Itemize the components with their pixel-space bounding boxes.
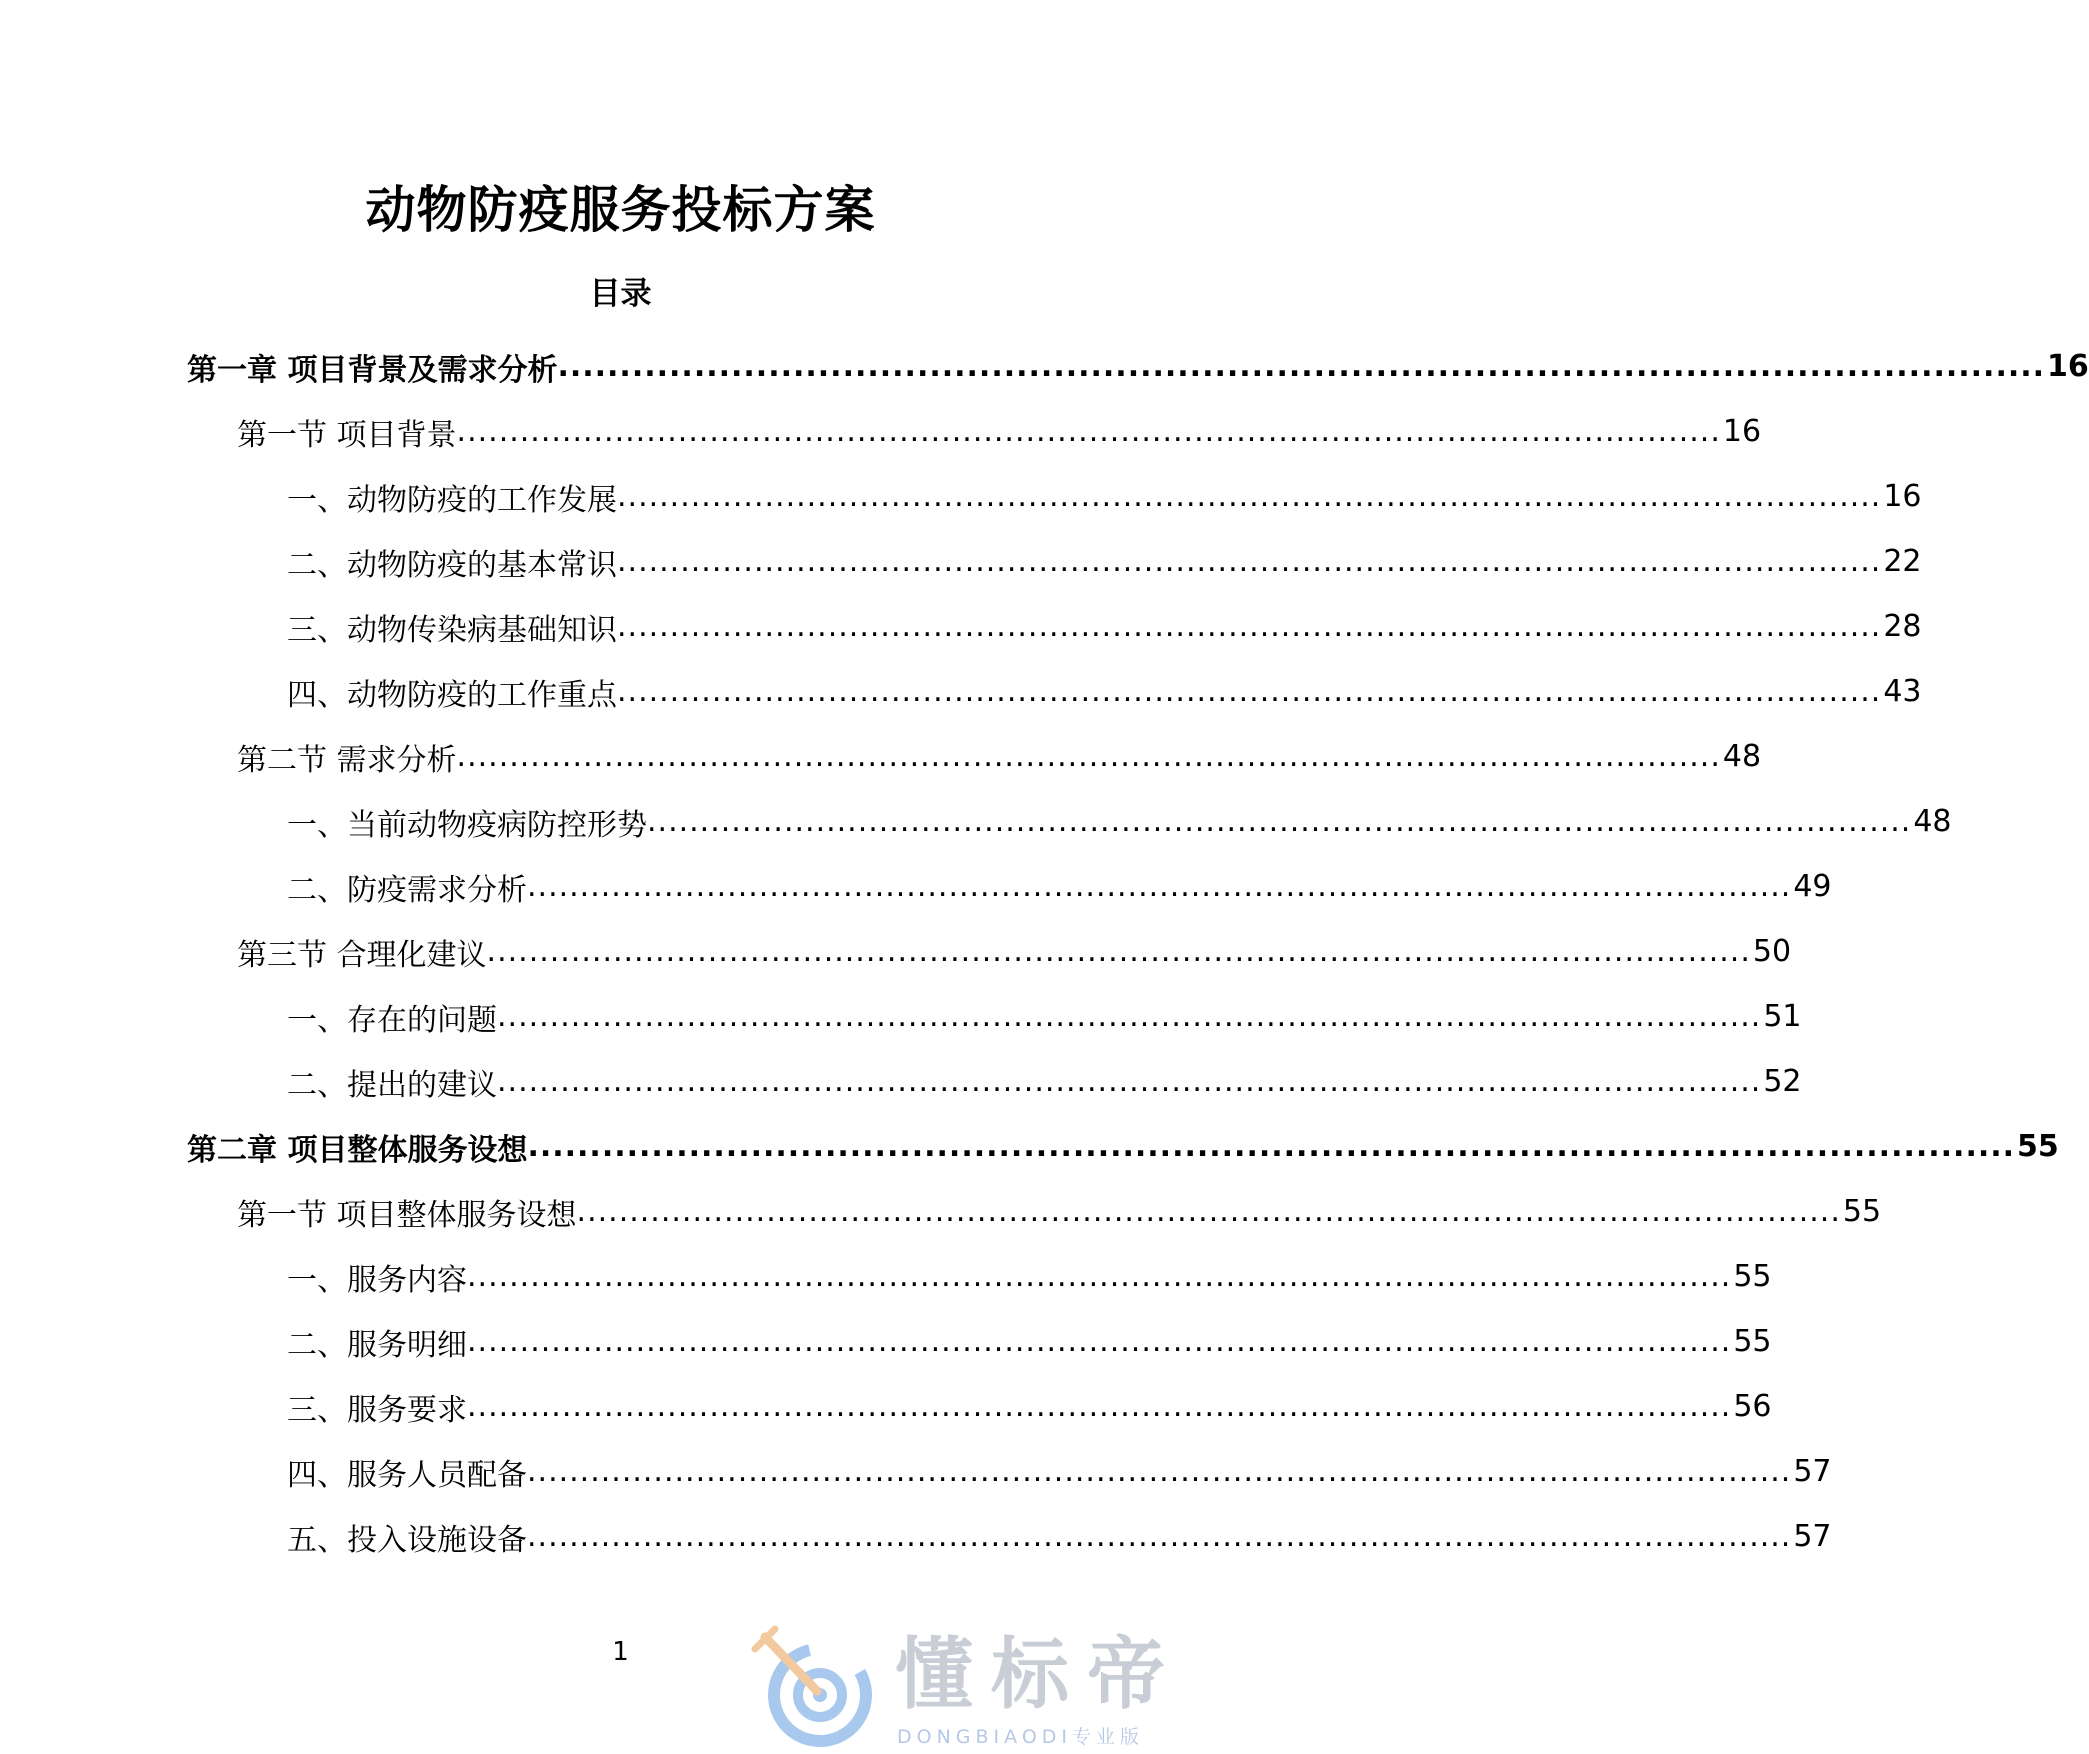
toc-entry-leader: ........................................................................................................................ [647,804,1912,839]
toc-entry-page: 16 [1722,414,1762,449]
toc-entry-page: 57 [1793,1519,1832,1554]
toc-entry-label: 第三节 合理化建议 [237,937,487,973]
toc-entry-label: 三、动物传染病基础知识 [287,612,617,648]
watermark-logo [745,1625,1225,1750]
toc-entry-page: 49 [1793,869,1832,904]
toc-entry[interactable] [0,1244,1772,1309]
toc-entry-page: 55 [1733,1259,1772,1294]
toc-entry[interactable] [0,1439,1832,1504]
target-icon [745,1625,885,1750]
toc-entry-label: 一、服务内容 [287,1262,467,1298]
toc-entry-leader: ........................................................................................................................ [486,934,1751,969]
toc-entry-page: 55 [1842,1194,1882,1229]
toc-entry-leader: ........................................................................................................................ [497,1064,1762,1099]
toc-entry-label: 二、动物防疫的基本常识 [287,547,617,583]
toc-entry-label: 四、服务人员配备 [287,1457,527,1493]
toc-entry-label: 第二章 项目整体服务设想 [187,1132,528,1168]
toc-entry-label: 二、服务明细 [287,1327,467,1363]
toc-entry-leader: ........................................................................................................................ [557,349,2046,384]
watermark-subtitle: DONGBIAODI专业版 [897,1726,1145,1748]
page-number: 1 [612,1637,629,1667]
toc-entry[interactable] [0,529,1922,594]
toc-entry-leader: ........................................................................................................................ [497,999,1762,1034]
toc-entry-label: 第二节 需求分析 [237,742,457,778]
toc-entry-label: 二、防疫需求分析 [287,872,527,908]
toc-entry[interactable] [0,984,1802,1049]
toc-entry-page: 55 [2017,1129,2059,1164]
toc-entry[interactable] [0,1179,1882,1244]
toc-entry-leader: ........................................................................................................................ [456,739,1721,774]
toc-entry-leader: ........................................................................................................................ [617,479,1882,514]
table-of-contents [0,334,2089,1569]
toc-entry-leader: ........................................................................................................................ [576,1194,1841,1229]
toc-entry[interactable] [0,789,1952,854]
toc-entry-leader: ........................................................................................................................ [617,609,1882,644]
toc-heading: 目录 [589,276,652,312]
toc-entry-label: 四、动物防疫的工作重点 [287,677,617,713]
toc-entry-label: 一、动物防疫的工作发展 [287,482,617,518]
toc-entry-leader: ........................................................................................................................ [527,1129,2016,1164]
toc-entry-page: 28 [1883,609,1922,644]
document-title: 动物防疫服务投标方案 [365,181,876,239]
toc-entry-page: 22 [1883,544,1922,579]
toc-entry-label: 一、存在的问题 [287,1002,497,1038]
toc-entry[interactable] [0,1049,1802,1114]
toc-entry-page: 55 [1733,1324,1772,1359]
toc-entry-page: 57 [1793,1454,1832,1489]
toc-entry-label: 一、当前动物疫病防控形势 [287,807,647,843]
toc-entry[interactable] [0,334,2089,399]
toc-entry-leader: ........................................................................................................................ [467,1389,1732,1424]
toc-entry-page: 51 [1763,999,1802,1034]
toc-entry-leader: ........................................................................................................................ [467,1324,1732,1359]
toc-entry-page: 43 [1883,674,1922,709]
toc-entry[interactable] [0,919,1792,984]
toc-entry-label: 二、提出的建议 [287,1067,497,1103]
toc-entry-page: 16 [2047,349,2089,384]
toc-entry-label: 三、服务要求 [287,1392,467,1428]
toc-entry[interactable] [0,1504,1832,1569]
toc-entry-page: 16 [1883,479,1922,514]
toc-entry-leader: ........................................................................................................................ [467,1259,1732,1294]
toc-entry-label: 第一章 项目背景及需求分析 [187,352,558,388]
toc-entry[interactable] [0,1309,1772,1374]
toc-entry-page: 50 [1752,934,1792,969]
toc-entry[interactable] [0,659,1922,724]
toc-entry-leader: ........................................................................................................................ [527,1454,1792,1489]
toc-entry[interactable] [0,594,1922,659]
toc-entry-leader: ........................................................................................................................ [527,1519,1792,1554]
toc-entry[interactable] [0,464,1922,529]
toc-entry-leader: ........................................................................................................................ [617,674,1882,709]
toc-entry-label: 第一节 项目整体服务设想 [237,1197,577,1233]
toc-entry-leader: ........................................................................................................................ [456,414,1721,449]
toc-entry[interactable] [0,854,1832,919]
toc-entry[interactable] [0,724,1762,789]
toc-entry-page: 48 [1722,739,1762,774]
toc-entry-leader: ........................................................................................................................ [617,544,1882,579]
toc-entry-label: 第一节 项目背景 [237,417,457,453]
toc-entry-page: 56 [1733,1389,1772,1424]
toc-entry-leader: ........................................................................................................................ [527,869,1792,904]
watermark-name: 懂标帝 [895,1630,1184,1720]
toc-entry[interactable] [0,1374,1772,1439]
toc-entry[interactable] [0,399,1762,464]
toc-entry[interactable] [0,1114,2059,1179]
toc-entry-label: 五、投入设施设备 [287,1522,527,1558]
toc-entry-page: 52 [1763,1064,1802,1099]
toc-entry-page: 48 [1913,804,1952,839]
